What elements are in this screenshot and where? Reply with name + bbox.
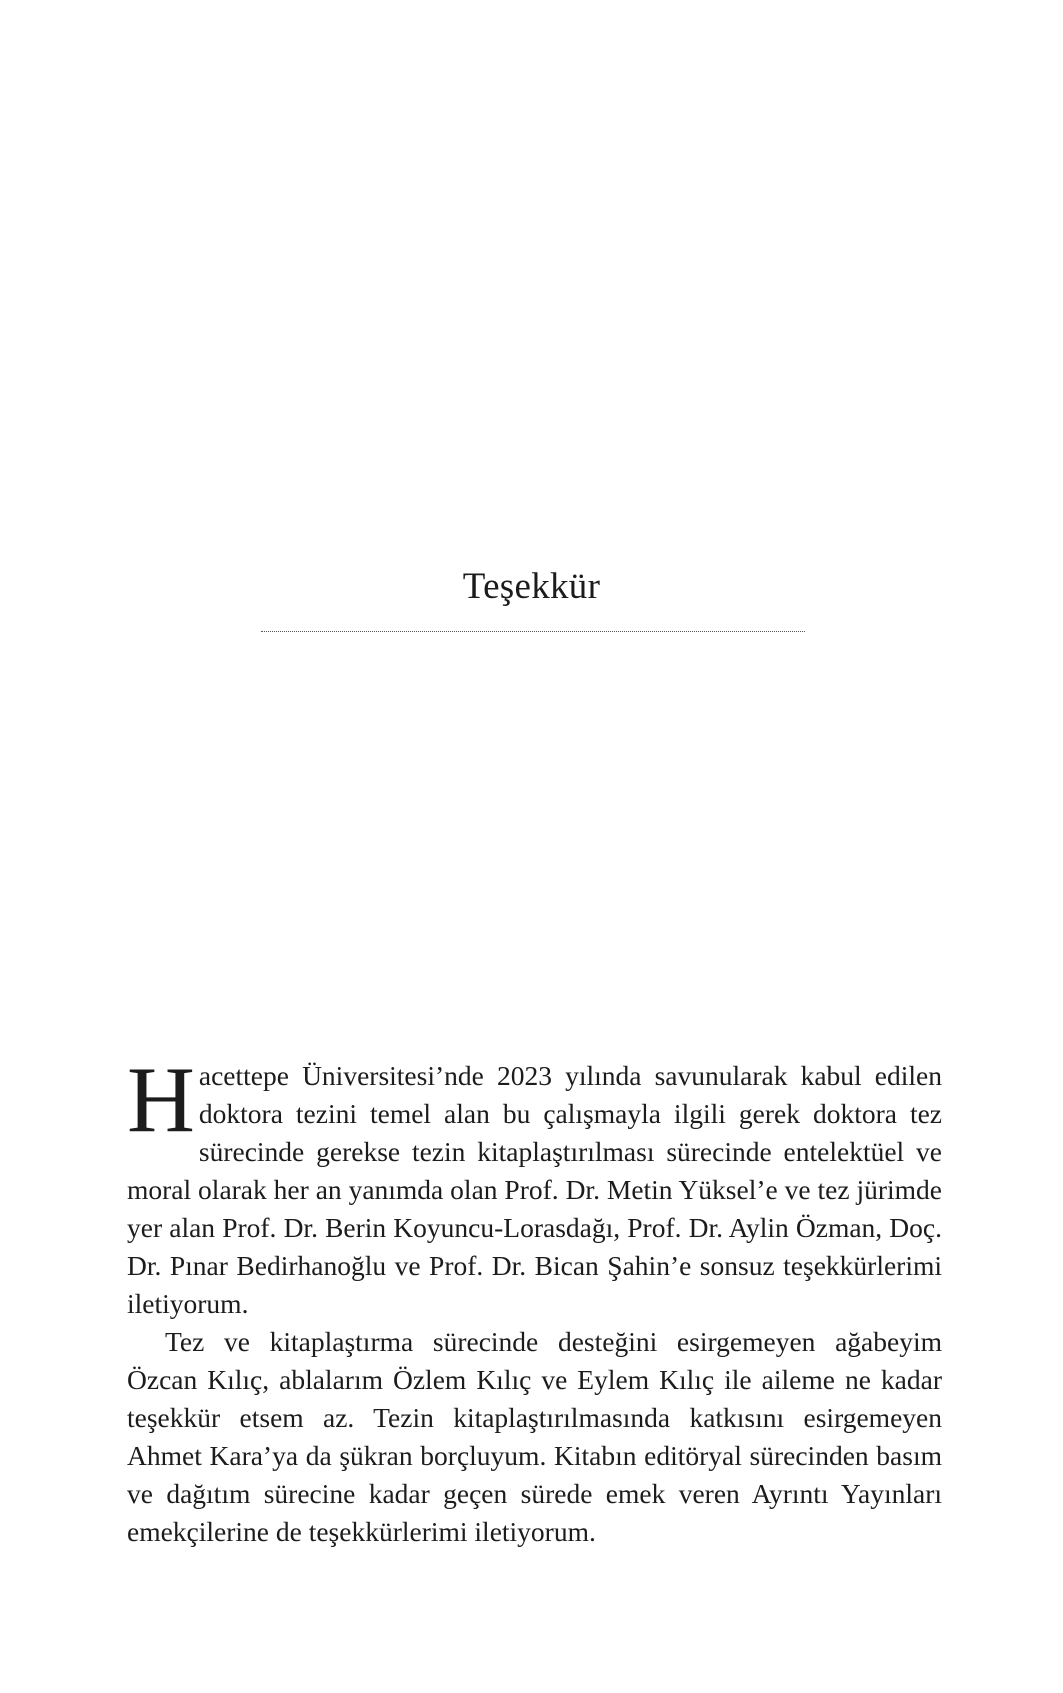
acknowledgement-body	[127, 1048, 942, 1551]
paragraph-1-text: acettepe Üniversitesi’nde 2023 yılında savunularak kabul edilen doktora tezini temel alan bu çalışmayla ilgili gerek doktora tez sürecinde gerekse tezin kitaplaştırılması sürecinde entelektüel ve moral olarak her an yanımda olan Prof. Dr. Metin Yüksel’e ve tez jürimde yer alan Prof. Dr. Berin Koyuncu-Lorasdağı, Prof. Dr. Aylin Özman, Doç. Dr. Pınar Bedirhanoğlu ve Prof. Dr. Bican Şahin’e sonsuz teşekkürlerimi iletiyorum.	[127, 1060, 942, 1319]
paragraph-2: Tez ve kitaplaştırma sürecinde desteğini esirgemeyen ağabeyim Özcan Kılıç, ablalarım Özlem Kılıç ve Eylem Kılıç ile aileme ne kadar teşekkür etsem az. Tezin kitaplaştırılmasında katkısını esirgemeyen Ahmet Kara’ya da şükran borçluyum. Kitabın editöryal sürecinden basım ve dağıtım sürecine kadar geçen sürede emek veren Ayrıntı Yayınları emekçilerine de teşekkürlerimi iletiyorum.	[127, 1326, 942, 1547]
drop-cap: H	[127, 1048, 195, 1152]
page-title: Teşekkür	[462, 566, 601, 607]
paragraph-1	[127, 1048, 942, 1323]
title-divider	[261, 631, 805, 632]
